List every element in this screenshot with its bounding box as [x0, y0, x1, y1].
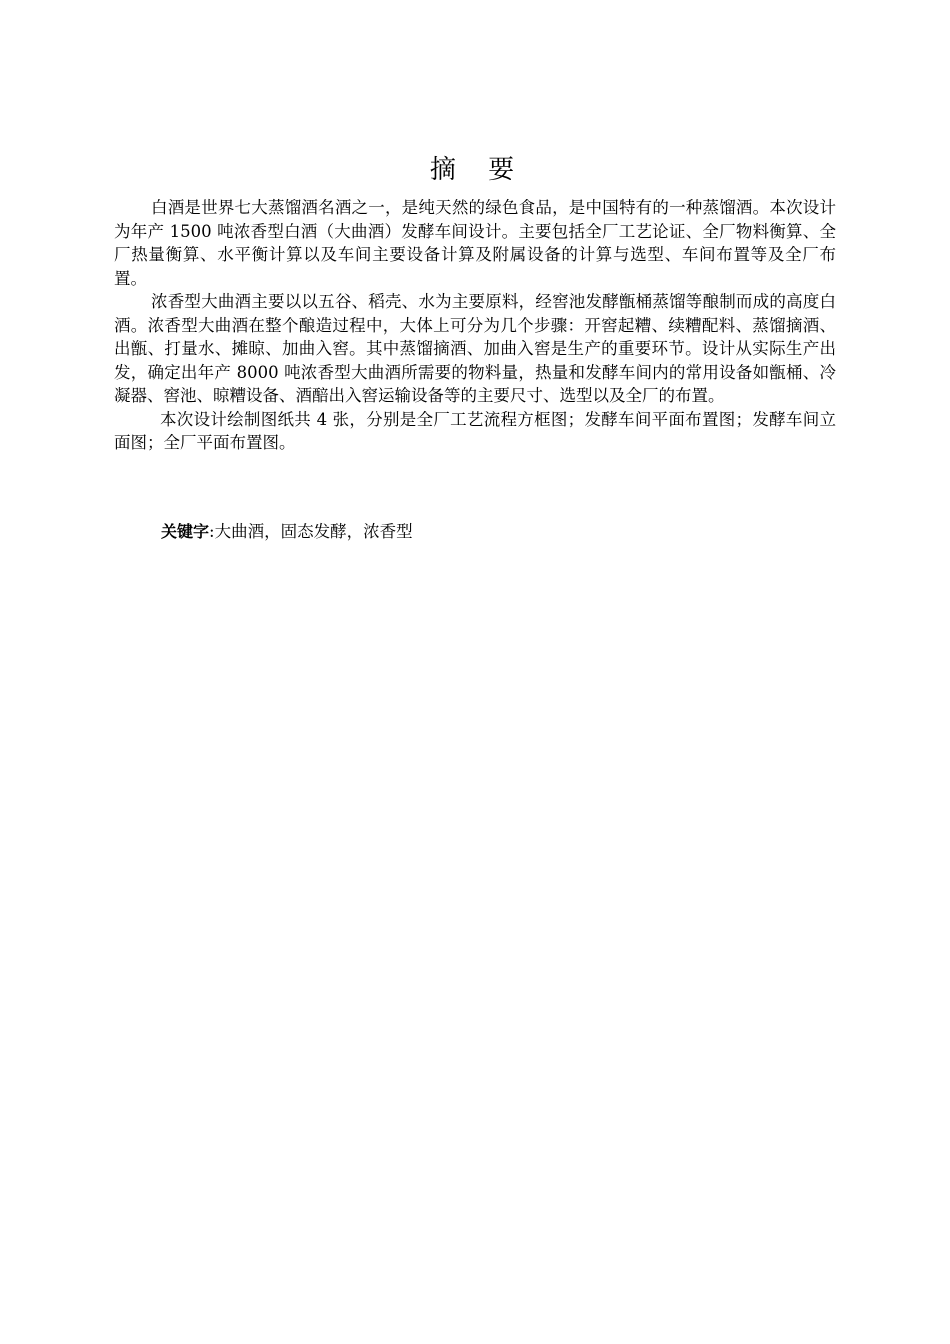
- abstract-body: [114, 196, 836, 455]
- keywords-label: 关键字: [161, 522, 210, 541]
- abstract-paragraph-1: 白酒是世界七大蒸馏酒名酒之一，是纯天然的绿色食品，是中国特有的一种蒸馏酒。本次设计为年产 1500 吨浓香型白酒（大曲酒）发酵车间设计。主要包括全厂工艺论证、全厂物料衡算、全厂热量衡算、水平衡计算以及车间主要设备计算及附属设备的计算与选型、车间布置等及全厂布置。: [114, 198, 836, 288]
- keywords-value: 大曲酒，固态发酵，浓香型: [214, 522, 413, 541]
- keywords-separator: :: [209, 522, 215, 541]
- keywords-line: [161, 520, 413, 544]
- abstract-paragraph-3: 本次设计绘制图纸共 4 张，分别是全厂工艺流程方框图；发酵车间平面布置图；发酵车间立面图；全厂平面布置图。: [114, 409, 836, 452]
- abstract-paragraph-2: 浓香型大曲酒主要以以五谷、稻壳、水为主要原料，经窖池发酵甑桶蒸馏等酿制而成的高度白酒。浓香型大曲酒在整个酿造过程中，大体上可分为几个步骤：开窖起糟、续糟配料、蒸馏摘酒、出甑、打量水、摊晾、加曲入窖。其中蒸馏摘酒、加曲入窖是生产的重要环节。设计从实际生产出发，确定出年产 8000 吨浓香型大曲酒所需要的物料量，热量和发酵车间内的常用设备如甑桶、冷凝器、窖池、晾糟设备、酒醅出入窖运输设备等的主要尺寸、选型以及全厂的布置。: [114, 292, 836, 405]
- abstract-title: 摘 要: [429, 155, 527, 185]
